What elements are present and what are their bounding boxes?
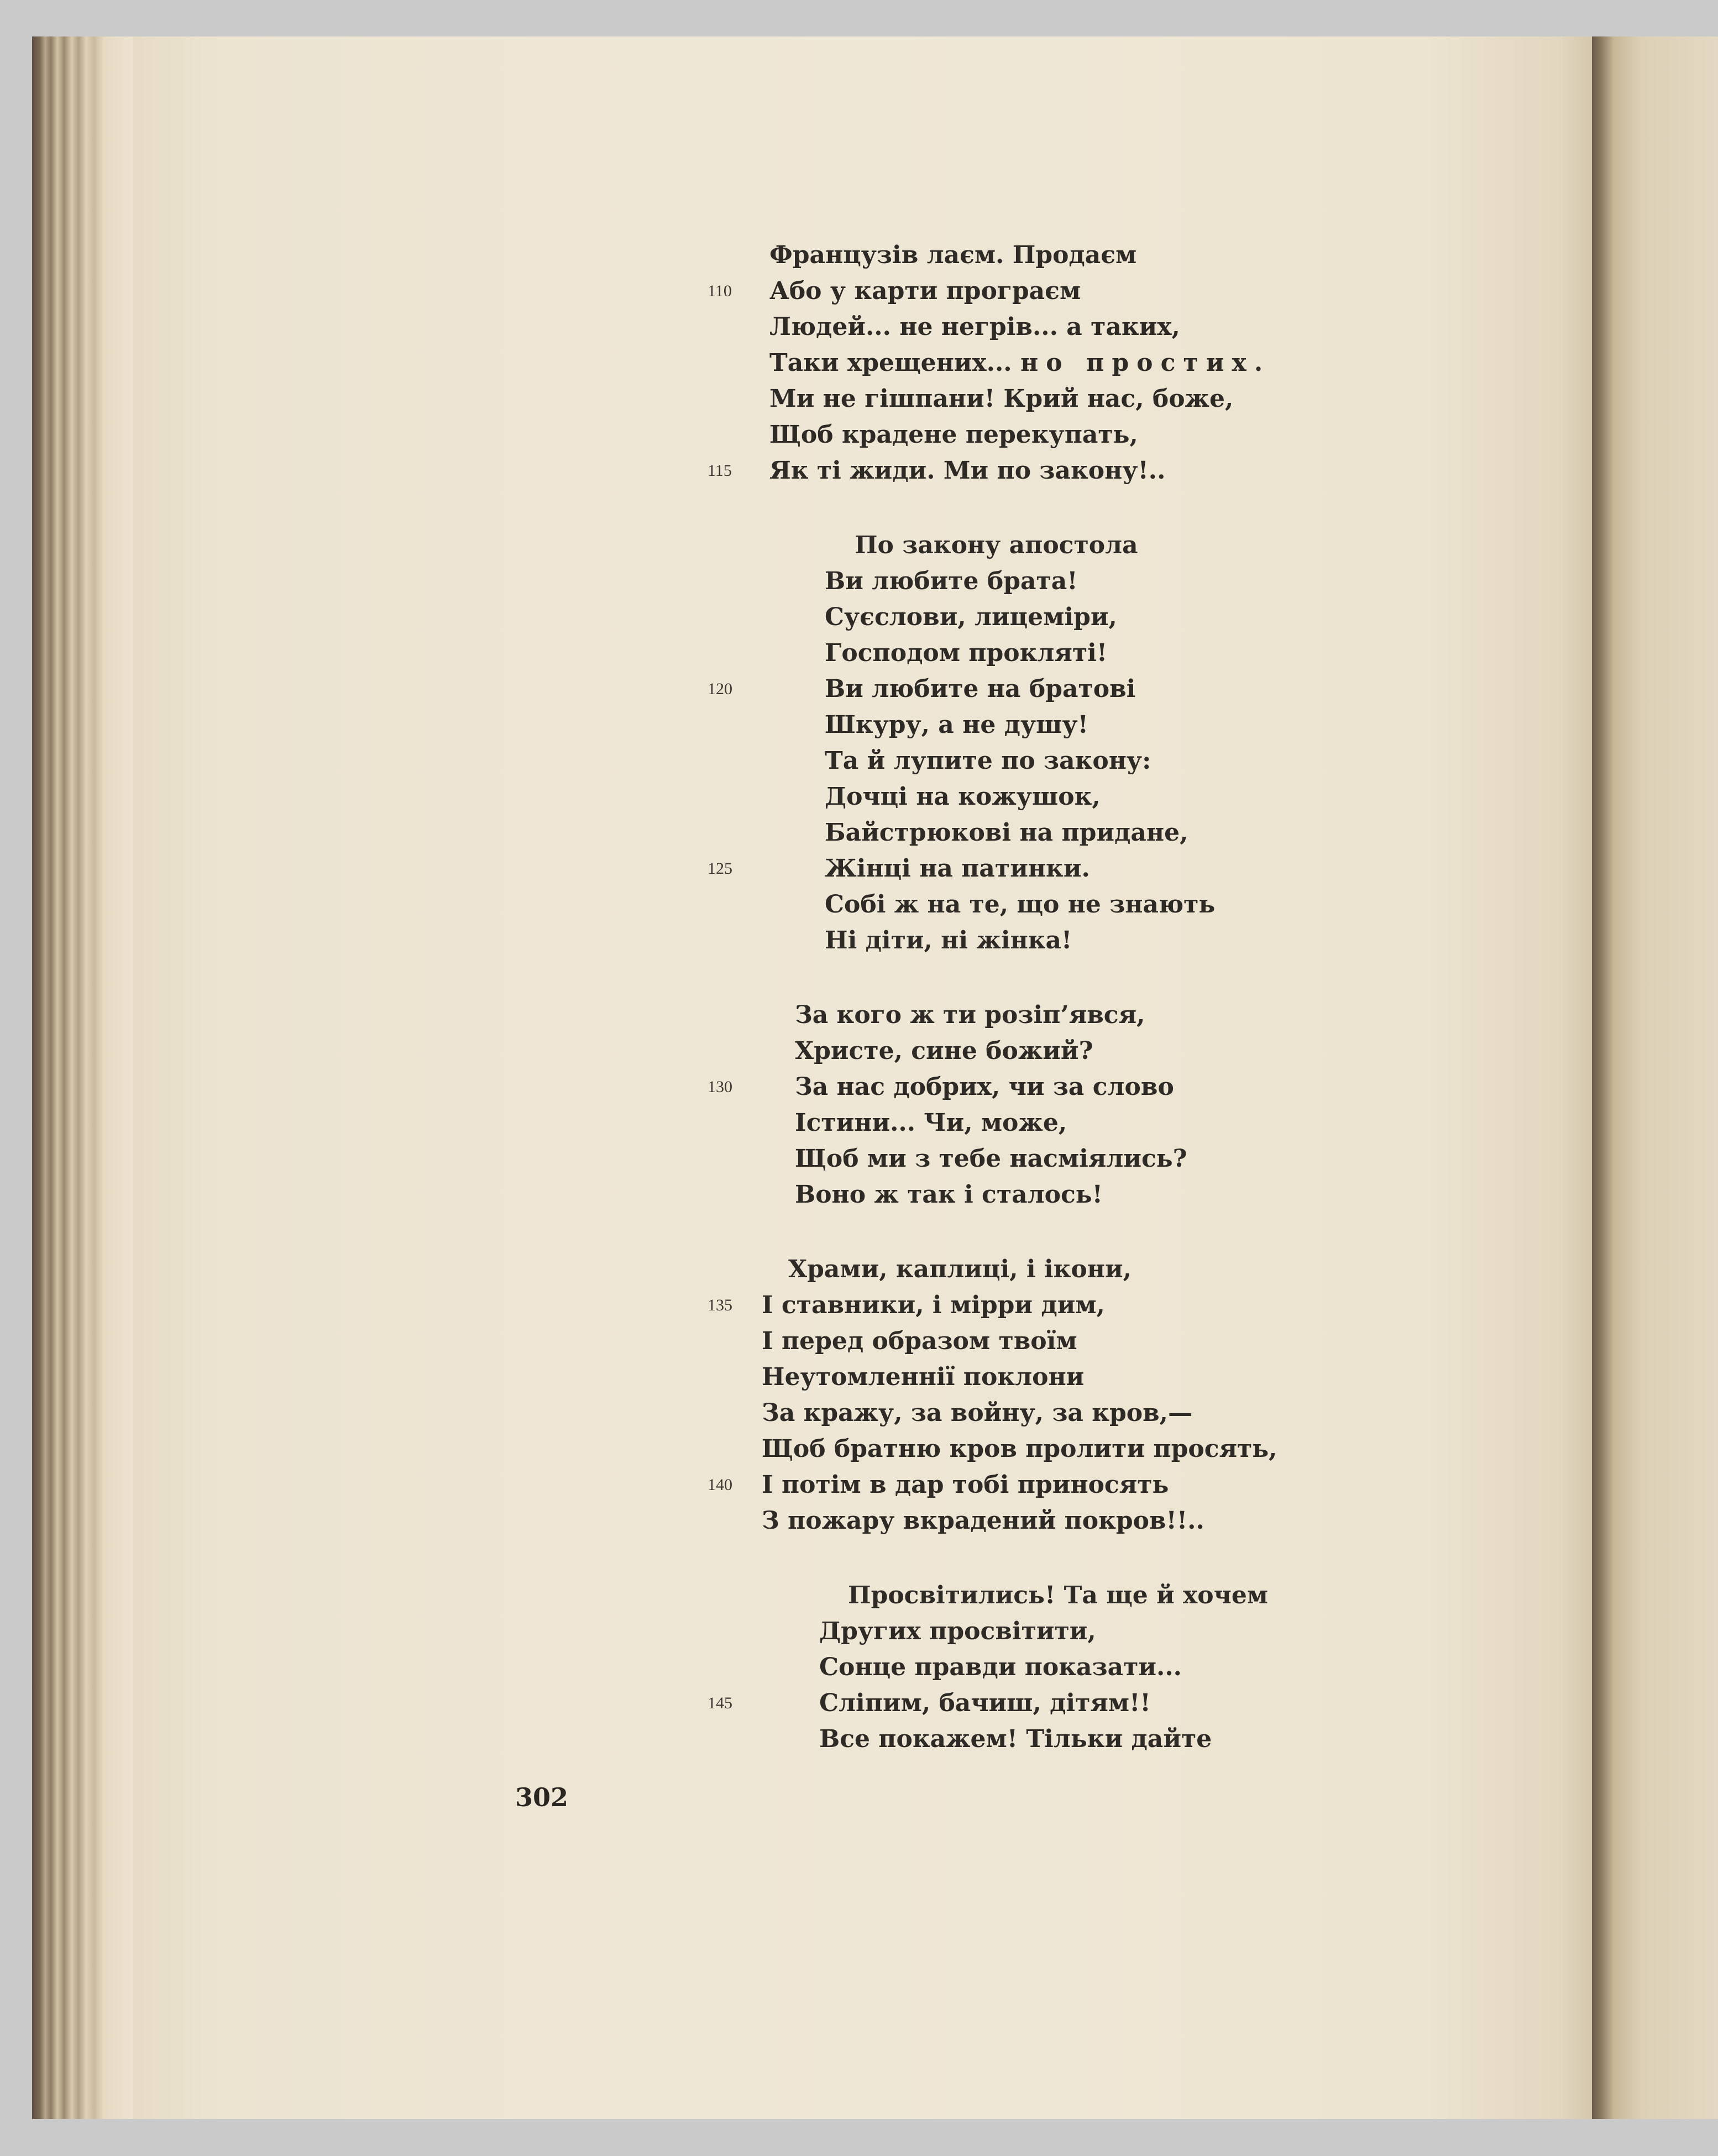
poem-line (795, 1106, 1067, 1140)
poem-line-text: Або у карти програєм (769, 277, 1081, 305)
poem-line (825, 852, 1090, 885)
poem-line-text: І потім в дар тобі приносять (762, 1471, 1169, 1499)
poem-line-text: Сонце правди показати... (819, 1653, 1182, 1681)
poem-line (825, 888, 1215, 921)
facing-page-edge (1592, 36, 1718, 2119)
poem-line (762, 1325, 1077, 1358)
poem-line-text: Просвітились! Та ще й хочем (848, 1581, 1269, 1609)
poem-line-text: Шкуру, а не душу! (825, 711, 1088, 739)
poem-line (788, 1253, 1132, 1286)
poem-line (825, 565, 1078, 598)
poem-line-text: Сліпим, бачиш, дітям!! (819, 1689, 1151, 1717)
poem-line-text: Жінці на патинки. (825, 854, 1090, 883)
poem-line-text: Все покажем! Тільки дайте (819, 1725, 1212, 1753)
poem-line (855, 529, 1138, 562)
poem-line (848, 1579, 1268, 1612)
poem-line-text: І ставники, і мірри дим, (762, 1291, 1105, 1319)
poem-line-text: Людей... не негрів... а таких, (769, 313, 1180, 341)
poem-line-text: Таки хрещених... (769, 349, 1012, 377)
poem-line (819, 1615, 1096, 1648)
poem-line (825, 637, 1107, 670)
poem-line (769, 454, 1165, 487)
poem-line (762, 1504, 1204, 1538)
poem-line-text: Ви любите брата! (825, 567, 1078, 595)
poem-line (825, 673, 1135, 706)
poem-line (769, 382, 1233, 416)
poem-line (762, 1468, 1169, 1502)
poem-line (825, 744, 1151, 778)
line-number: 135 (708, 1296, 732, 1314)
poem-line (825, 601, 1117, 634)
poem-line-text: За кражу, за войну, за кров,— (762, 1399, 1193, 1427)
line-number: 115 (708, 461, 732, 480)
line-number: 145 (708, 1694, 732, 1712)
poem-line (825, 816, 1188, 849)
poem-line (762, 1361, 1084, 1394)
poem-line-text: Та й лупите по закону: (825, 747, 1151, 775)
poem-line (769, 418, 1138, 452)
poem-line-text: Ні діти, ні жінка! (825, 926, 1072, 954)
poem-line (762, 1397, 1192, 1430)
poem-line (795, 1142, 1187, 1176)
poem-line (819, 1651, 1182, 1684)
poem-line-text: З пожару вкрадений покров!!.. (762, 1507, 1204, 1535)
poem-line-text: Дочці на кожушок, (825, 783, 1101, 811)
line-number: 120 (708, 680, 732, 698)
poem-line-text: Воно ж так і сталось! (795, 1181, 1103, 1209)
line-number: 140 (708, 1476, 732, 1494)
poem-line-text: Французів лаєм. Продаєм (769, 241, 1137, 269)
line-number: 110 (708, 282, 732, 300)
poem-line-text: За кого ж ти розіп’явся, (795, 1001, 1145, 1029)
poem-line-text: Ми не гішпани! Крий нас, боже, (769, 385, 1234, 413)
poem-line (795, 1071, 1174, 1104)
poem-line-text: Христе, сине божий? (795, 1037, 1093, 1065)
page-edges-left (32, 36, 137, 2119)
page-number: 302 (515, 1782, 569, 1812)
poem-line-text: І перед образом твоїм (762, 1327, 1077, 1355)
poem-line-text: Щоб ми з тебе насміялись? (795, 1145, 1187, 1173)
poem-line-text: Байстрюкові на придане, (825, 819, 1188, 847)
poem-line (795, 1178, 1103, 1211)
poem-line (769, 275, 1081, 308)
poem-line-text: По закону апостола (855, 531, 1138, 559)
poem-line-text: Господом прокляті! (825, 639, 1108, 667)
poem-line (819, 1687, 1151, 1720)
poem-line (762, 1433, 1277, 1466)
poem-line (795, 999, 1145, 1032)
poem-line (825, 709, 1088, 742)
poem-line-text: Собі ж на те, що не знають (825, 890, 1216, 919)
poem-line-text: Ви любите на братові (825, 675, 1136, 703)
poem-line-text: Храми, каплиці, і ікони, (788, 1255, 1132, 1283)
poem-line (769, 239, 1136, 272)
poem-line (769, 347, 1270, 380)
poem-line (795, 1035, 1093, 1068)
line-number: 130 (708, 1078, 732, 1096)
poem-line-text: Щоб братню кров пролити просять, (762, 1435, 1277, 1463)
poem-line (825, 924, 1072, 957)
poem-line-text: Істини... Чи, може, (795, 1109, 1067, 1137)
poem-line (825, 780, 1101, 814)
poem-line (769, 311, 1180, 344)
poem-line-text: Суєслови, лицеміри, (825, 603, 1117, 631)
poem-line-text: Щоб крадене перекупать, (769, 421, 1138, 449)
poem-line-text: Других просвітити, (819, 1617, 1096, 1645)
poem-line-text: Неутомленнії поклони (762, 1363, 1085, 1391)
poem-line (819, 1723, 1212, 1756)
poem-line-text: За нас добрих, чи за слово (795, 1073, 1174, 1101)
poem-line-emphasis: но простих. (1020, 349, 1271, 377)
poem-line-text: Як ті жиди. Ми по закону!.. (769, 457, 1166, 485)
line-number: 125 (708, 859, 732, 878)
poem-line (762, 1289, 1105, 1322)
